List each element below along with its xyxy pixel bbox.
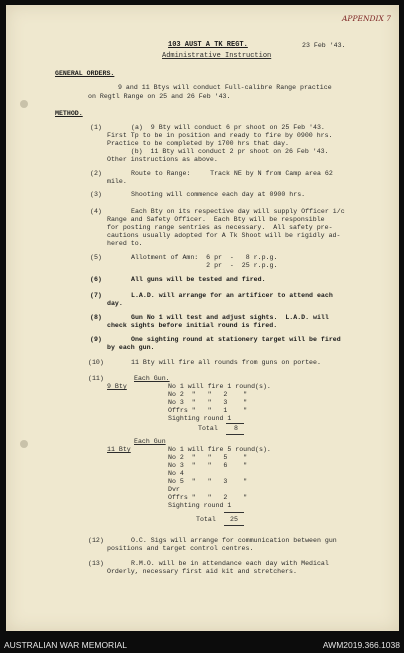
item-line: cautions usually adopted for A Tk Shoot will be rigidly ad- xyxy=(107,232,341,239)
punch-hole xyxy=(20,440,28,448)
item-line: positions and target control centres. xyxy=(107,545,254,552)
table-11-row: Dvr xyxy=(168,486,180,493)
general-orders-heading: GENERAL ORDERS. xyxy=(55,70,115,77)
item-line: Shooting will commence each day at 0900 hrs. xyxy=(131,191,306,198)
item-line: 2 pr - 25 r.p.g. xyxy=(131,262,278,269)
item-number: (12) xyxy=(88,537,104,544)
item-line: All guns will be tested and fired. xyxy=(131,276,266,283)
punch-hole xyxy=(20,100,28,108)
table-11-total-rule xyxy=(224,512,244,513)
general-orders-line-2: on Regtl Range on 25 and 26 Feb '43. xyxy=(88,93,231,100)
table-9-heading: Each Gun. xyxy=(134,375,170,382)
table-9-total-rule xyxy=(226,434,244,435)
item-number: (11) xyxy=(88,375,104,382)
table-11-row: No 3 " " 6 " xyxy=(168,462,248,469)
general-orders-line-1: 9 and 11 Btys will conduct Full-calibre Range practice xyxy=(118,84,332,91)
item-line: Orderly, necessary first aid kit and stretchers. xyxy=(107,568,297,575)
item-number: (7) xyxy=(90,292,102,299)
table-11-total-value: 25 xyxy=(230,516,238,523)
item-line: for posting range sentries as necessary. All safety pre- xyxy=(107,224,333,231)
table-11-total-label: Total xyxy=(196,516,216,523)
item-line: One sighting round at stationery target will be fired xyxy=(131,336,341,343)
item-line: 11 Bty will fire all rounds from guns on portee. xyxy=(131,359,321,366)
table-11-row: No 1 will fire 5 round(s). xyxy=(168,446,271,453)
footer-source: AUSTRALIAN WAR MEMORIAL xyxy=(4,640,127,650)
footer-accession-number: AWM2019.366.1038 xyxy=(322,640,400,650)
item-line: check sights before initial round is fired. xyxy=(107,322,278,329)
item-line: (b) 11 Bty will conduct 2 pr shoot on 26 Feb '43. xyxy=(107,148,329,155)
table-11-bty: 11 Bty xyxy=(107,446,131,453)
table-11-total-rule xyxy=(224,525,244,526)
item-line: Range and Safety Officer. Each Bty will be responsible xyxy=(107,216,325,223)
item-number: (9) xyxy=(90,336,102,343)
item-number: (2) xyxy=(90,170,102,177)
document-date: 23 Feb '43. xyxy=(302,42,346,49)
item-line: Each Bty on its respective day will supply Officer i/c xyxy=(131,208,345,215)
item-number: (13) xyxy=(88,560,104,567)
table-9-row: No 2 " " 2 " xyxy=(168,391,248,398)
item-number: (6) xyxy=(90,276,102,283)
item-line: Practice to be completed by 1700 hrs that day. xyxy=(107,140,290,147)
table-11-row: No 2 " " 5 " xyxy=(168,454,248,461)
table-9-total-value: 8 xyxy=(234,425,238,432)
table-9-total-rule xyxy=(226,423,244,424)
table-11-row: Sighting round 1 xyxy=(168,502,232,509)
item-line: hered to. xyxy=(107,240,143,247)
item-line: Allotment of Amn: 6 pr - 8 r.p.g. xyxy=(131,254,278,261)
table-11-heading: Each Gun xyxy=(134,438,166,445)
item-number: (1) xyxy=(90,124,102,131)
table-9-row: Offrs " " 1 " xyxy=(168,407,248,414)
item-line: First Tp to be in position and ready to fire by 0900 hrs. xyxy=(107,132,333,139)
item-line: Gun No 1 will test and adjust sights. L.A.D. will xyxy=(131,314,329,321)
item-line: day. xyxy=(107,300,123,307)
item-line: Other instructions as above. xyxy=(107,156,218,163)
item-number: (4) xyxy=(90,208,102,215)
table-11-row: No 4 xyxy=(168,470,184,477)
item-number: (8) xyxy=(90,314,102,321)
table-9-row: No 3 " " 3 " xyxy=(168,399,248,406)
item-line: L.A.D. will arrange for an artificer to attend each xyxy=(131,292,333,299)
appendix-annotation: APPENDIX 7 xyxy=(342,14,392,23)
document-title: 103 AUST A TK REGT. xyxy=(168,41,248,49)
method-heading: METHOD. xyxy=(55,110,83,117)
item-number: (10) xyxy=(88,359,104,366)
table-9-row: No 1 will fire 1 round(s). xyxy=(168,383,271,390)
table-11-row: No 5 " " 3 " xyxy=(168,478,248,485)
item-line: mile. xyxy=(107,178,127,185)
item-line: O.C. Sigs will arrange for communication between gun xyxy=(131,537,337,544)
table-11-row: Offrs " " 2 " xyxy=(168,494,248,501)
item-line: by each gun. xyxy=(107,344,155,351)
item-line: (a) 9 Bty will conduct 6 pr shoot on 25 Feb '43. xyxy=(131,124,325,131)
table-9-total-label: Total xyxy=(198,425,218,432)
document-subtitle: Administrative Instruction xyxy=(162,52,272,60)
item-number: (3) xyxy=(90,191,102,198)
item-number: (5) xyxy=(90,254,102,261)
table-9-bty: 9 Bty xyxy=(107,383,127,390)
item-line: Route to Range: Track NE by N from Camp area 62 xyxy=(131,170,333,177)
table-9-row: Sighting round 1 xyxy=(168,415,232,422)
item-line: R.M.O. will be in attendance each day with Medical xyxy=(131,560,329,567)
